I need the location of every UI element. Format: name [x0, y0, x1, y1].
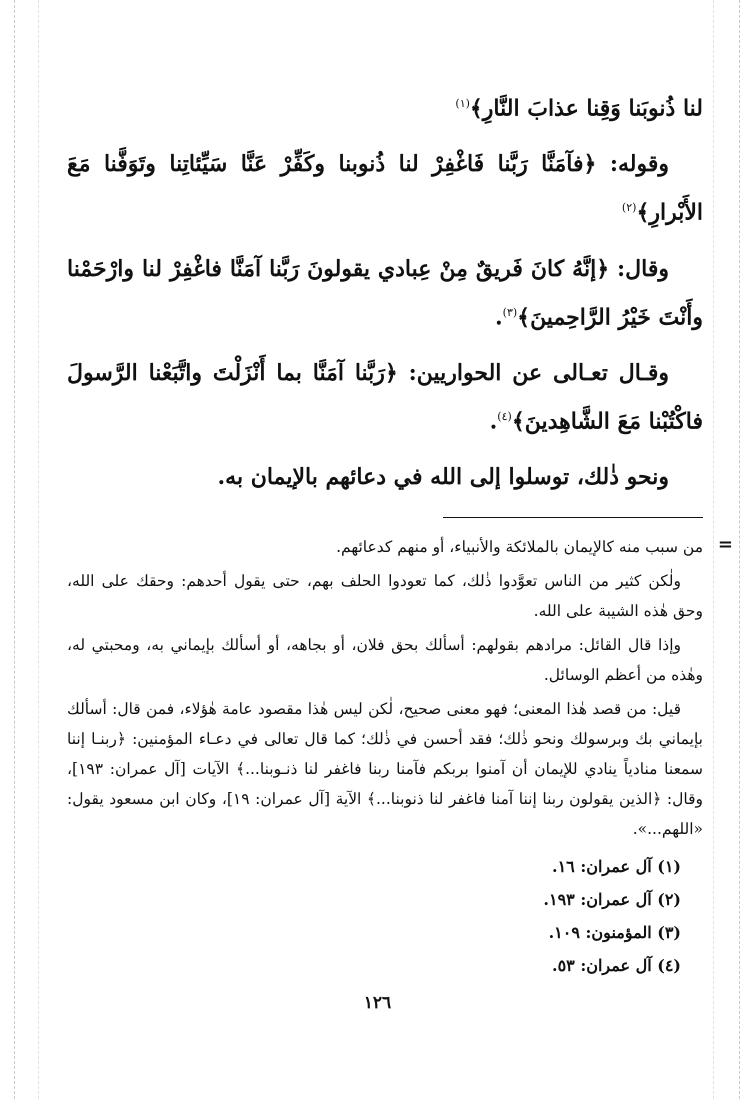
- footnote-item-3: (٣) المؤمنون: ١٠٩.: [548, 923, 681, 943]
- footnote-ref-3: (٣): [502, 305, 518, 319]
- page-number: ١٢٦: [363, 993, 392, 1013]
- main-text: [67, 82, 703, 499]
- main-paragraph-3-text: وقال: ﴿إنَّهُ كانَ فَريقٌ مِنْ عِبادي يقولونَ رَبَّنا آمَنَّا فاغْفِرْ لنا وارْحَمْنا وأَنْتَ خَيْرُ الرَّاحِمينَ﴾: [67, 255, 703, 330]
- main-paragraph-2-text: وقوله: ﴿فآمَنَّا رَبَّنا فَاغْفِرْ لنا ذُنوبنا وكَفِّرْ عَنَّا سَيِّئاتِنا وتَوَفَّنا مَعَ الأَبْرارِ﴾: [67, 151, 703, 226]
- main-paragraph-4: [67, 351, 703, 443]
- main-paragraph-5: [67, 455, 703, 499]
- main-paragraph-2: [67, 142, 703, 234]
- footnote-continuation-mark: =: [717, 534, 733, 556]
- footnote-list: [67, 850, 703, 982]
- main-paragraph-1: [67, 82, 703, 130]
- footnote-paragraph-1: من سبب منه كالإيمان بالملائكة والأنبياء، أو منهم كدعائهم.: [336, 538, 703, 557]
- scan-edge-inner-right: [713, 0, 715, 1099]
- footnote-item-1: (١) آل عمران: ١٦.: [551, 857, 681, 877]
- scan-edge-left: [14, 0, 16, 1099]
- main-paragraph-4-text: وقـال تعـالى عن الحواريين: ﴿رَبَّنا آمَنَّا بما أَنْزَلْتَ واتَّبَعْنا الرَّسولَ فاكْتُبْنا مَعَ الشَّاهِدينَ﴾: [67, 359, 703, 435]
- footnote-paragraph-4: قيل: من قصد هٰذا المعنى؛ فهو معنى صحيح، لٰكن ليس هٰذا مقصود عامة هٰؤلاء، فمن قال: أسألك بإيماني بك وبرسولك ونحو ذٰلك؛ فقد أحسن في ذٰلك؛ كما قال تعالى في دعـاء المؤمنين: ﴿ربنـا إننا سمعنا منادياً ينادي للإيمان أن آمنوا بربكم فآمنا ربنا فاغفر لنا ذنـوبنا...﴾ الآيات [آل عمران: ١٩٣]، وقال: ﴿الذين يقولون ربنا إننا آمنا فاغفر لنا ذنوبنا...﴾ الآية [آل عمران: ١٩]، وكان ابن مسعود يقول: «اللهم...».: [67, 700, 704, 839]
- footnote-block: [67, 532, 733, 844]
- footnote-item-4: (٤) آل عمران: ٥٣.: [551, 956, 681, 976]
- footnote-ref-1: (١): [455, 97, 470, 110]
- main-paragraph-1-text: لنا ذُنوبَنا وَقِنا عذابَ النَّارِ﴾: [469, 95, 703, 122]
- main-paragraph-4-tail: .: [489, 408, 498, 435]
- footnote-item-2: (٢) آل عمران: ١٩٣.: [543, 890, 681, 910]
- footnote-paragraph-2: ولٰكن كثير من الناس تعوَّدوا ذٰلك، كما تعودوا الحلف بهم، حتى يقول أحدهم: وحقك على الله، وحق هٰذه الشيبة على الله.: [67, 572, 703, 621]
- main-paragraph-5-text: ونحو ذٰلك، توسلوا إلى الله في دعائهم بالإيمان به.: [217, 464, 669, 491]
- scan-edge-inner-left: [38, 0, 40, 1099]
- footnote-divider: [443, 517, 703, 518]
- main-paragraph-3: [67, 247, 703, 339]
- footnote-ref-4: (٤): [497, 409, 512, 423]
- footnote-paragraph-3: وإذا قال القائل: مرادهم بقولهم: أسألك بحق فلان، أو بجاهه، أو أسألك بإيماني به، ومحبتي له، وهٰذه من أعظم الوسائل.: [67, 636, 703, 685]
- main-paragraph-3-tail: .: [494, 303, 503, 330]
- scan-edge-right: [739, 0, 741, 1099]
- footnote-ref-2: (٢): [621, 201, 637, 215]
- page-content: [67, 82, 733, 982]
